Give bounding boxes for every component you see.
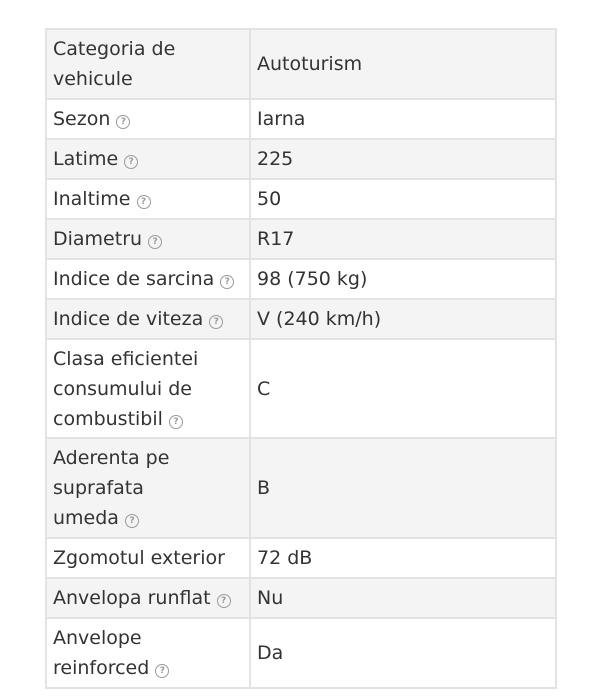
spec-label-cell <box>46 438 250 538</box>
spec-value-cell <box>250 99 556 139</box>
spec-row-vehicle-category <box>46 29 556 99</box>
spec-value-cell <box>250 578 556 618</box>
help-icon[interactable]: ? <box>116 115 130 129</box>
spec-value-cell <box>250 259 556 299</box>
help-icon[interactable]: ? <box>148 235 162 249</box>
spec-value: Iarna <box>257 108 306 130</box>
spec-value: Da <box>257 642 284 664</box>
spec-label-cell <box>46 299 250 339</box>
spec-value: 50 <box>257 188 282 210</box>
spec-value-cell <box>250 339 556 438</box>
spec-label: Zgomotul exterior <box>53 547 225 569</box>
spec-label: Clasa eficientei consumului de combustibil <box>53 347 199 430</box>
spec-value-cell <box>250 538 556 578</box>
spec-row-external-noise <box>46 538 556 578</box>
spec-value-cell <box>250 299 556 339</box>
spec-label: Latime <box>53 148 119 170</box>
spec-label: Inaltime <box>53 188 131 210</box>
spec-label: Anvelopa runflat <box>53 587 211 609</box>
spec-label-cell <box>46 219 250 259</box>
spec-label: Categoria de vehicule <box>53 38 176 90</box>
spec-label-cell <box>46 139 250 179</box>
spec-value-cell <box>250 139 556 179</box>
spec-label-cell <box>46 259 250 299</box>
spec-row-width <box>46 139 556 179</box>
spec-row-load-index <box>46 259 556 299</box>
spec-value-cell <box>250 219 556 259</box>
spec-row-season <box>46 99 556 139</box>
spec-row-fuel-efficiency <box>46 339 556 438</box>
spec-value: 225 <box>257 148 294 170</box>
spec-row-runflat <box>46 578 556 618</box>
spec-label-cell <box>46 618 250 688</box>
spec-label: Indice de viteza <box>53 308 204 330</box>
help-icon[interactable]: ? <box>169 415 183 429</box>
help-icon[interactable]: ? <box>125 514 139 528</box>
spec-label-cell <box>46 179 250 219</box>
spec-label-cell <box>46 29 250 99</box>
spec-row-reinforced <box>46 618 556 688</box>
help-icon[interactable]: ? <box>209 315 223 329</box>
spec-label-cell <box>46 99 250 139</box>
spec-value-cell <box>250 29 556 99</box>
spec-label: Diametru <box>53 228 143 250</box>
help-icon[interactable]: ? <box>220 275 234 289</box>
spec-label: Aderenta pe suprafata umeda <box>53 447 170 529</box>
spec-value: 98 (750 kg) <box>257 268 368 290</box>
spec-value: V (240 km/h) <box>257 308 382 330</box>
spec-row-diameter <box>46 219 556 259</box>
spec-value: Autoturism <box>257 53 363 75</box>
specifications-table <box>45 28 557 689</box>
spec-value: Nu <box>257 587 284 609</box>
help-icon[interactable]: ? <box>155 664 169 678</box>
spec-value-cell <box>250 438 556 538</box>
spec-value: 72 dB <box>257 547 313 569</box>
spec-label: Sezon <box>53 108 111 130</box>
spec-row-height <box>46 179 556 219</box>
help-icon[interactable]: ? <box>217 594 231 608</box>
help-icon[interactable]: ? <box>124 155 138 169</box>
spec-label-cell <box>46 538 250 578</box>
spec-label: Indice de sarcina <box>53 268 215 290</box>
spec-value: C <box>257 377 271 400</box>
spec-value-cell <box>250 179 556 219</box>
spec-value: B <box>257 477 271 499</box>
spec-label-cell <box>46 578 250 618</box>
spec-value: R17 <box>257 228 295 250</box>
spec-value-cell <box>250 618 556 688</box>
help-icon[interactable]: ? <box>137 195 151 209</box>
spec-label-cell <box>46 339 250 438</box>
spec-label: Anvelope reinforced <box>53 627 150 679</box>
spec-row-wet-grip <box>46 438 556 538</box>
spec-row-speed-index <box>46 299 556 339</box>
